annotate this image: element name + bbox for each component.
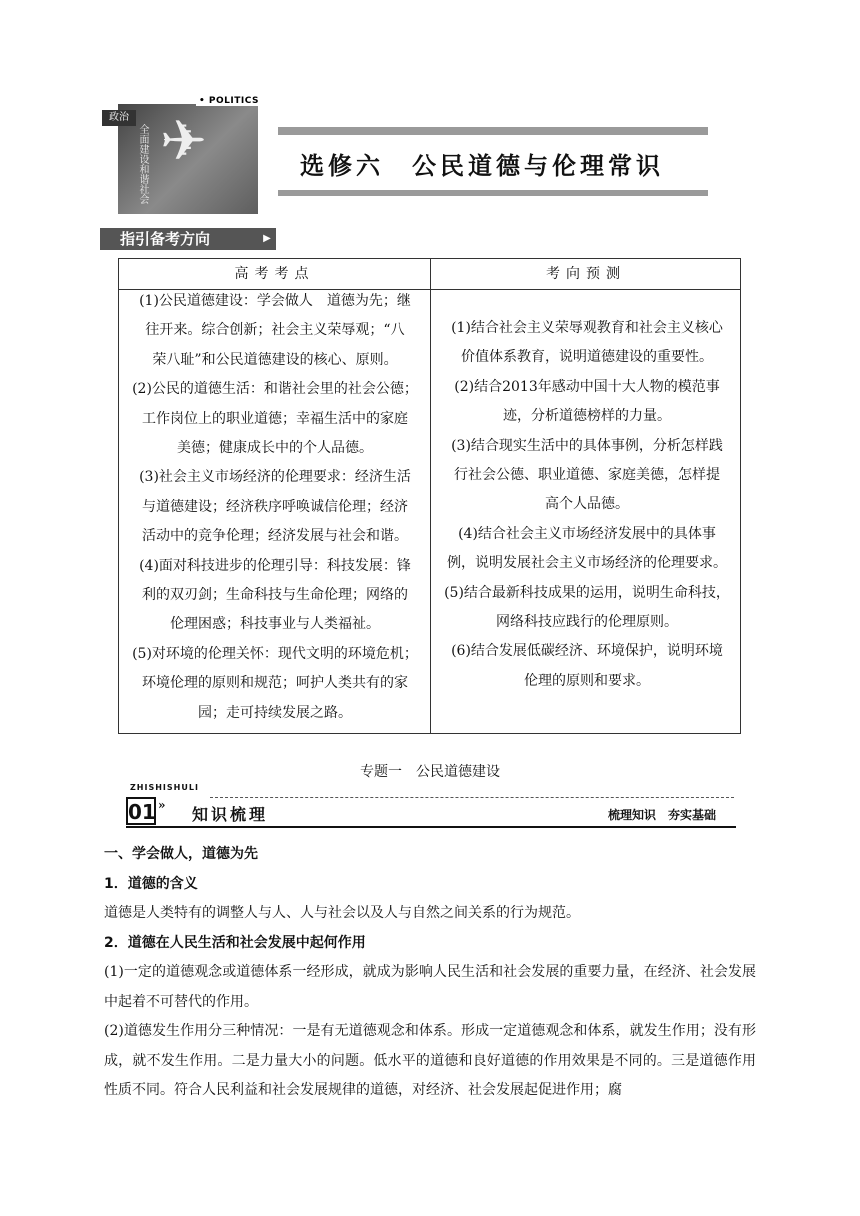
section-title: 知识梳理 xyxy=(192,805,269,824)
heading-meaning: 1．道德的含义 xyxy=(104,875,198,892)
table-line: (5)结合最新科技成果的运用，说明生命科技， xyxy=(444,584,730,601)
heading-level-1: 一、学会做人，道德为先 xyxy=(104,846,258,862)
table-line: (3)结合现实生活中的具体事例，分析怎样践 xyxy=(451,437,723,454)
table-column-divider xyxy=(430,259,431,733)
table-line: 例，说明发展社会主义市场经济的伦理要求。 xyxy=(447,555,727,572)
table-line: (6)结合发展低碳经济、环境保护，说明环境 xyxy=(451,643,723,660)
table-line: 与道德建设；经济秩序呼唤诚信伦理；经济 xyxy=(142,498,408,515)
table-line: 行社会公德、职业道德、家庭美德，怎样提 xyxy=(454,467,720,484)
section-rule xyxy=(126,826,736,828)
table-line: (1)结合社会主义荣辱观教育和社会主义核心 xyxy=(451,320,723,336)
table-line: 迹，分析道德榜样的力量。 xyxy=(503,408,671,425)
section-subtitle: 梳理知识 夯实基础 xyxy=(608,808,717,822)
guide-tab: 指引备考方向 xyxy=(100,228,260,250)
emblem-vertical-text: 全面建设和谐社会 xyxy=(137,124,148,204)
table-line: 工作岗位上的职业道德；幸福生活中的家庭 xyxy=(142,410,408,427)
double-chevron-icon: » xyxy=(158,798,166,812)
section-number: 01 xyxy=(126,797,156,825)
table-line: (3)社会主义市场经济的伦理要求：经济生活 xyxy=(139,469,411,486)
paragraph: (2)道德发生作用分三种情况：一是有无道德观念和体系。形成一定道德观念和体系，就发生作用；没有形成，就不发生作用。二是力量大小的问题。低水平的道德和良好道德的作用效果是不同的。三是道德作用性质不同。符合人民利益和社会发展规律的道德，对经济、社会发展起促进作用；腐 xyxy=(104,1023,756,1098)
table-line: 伦理困惑；科技事业与人类福祉。 xyxy=(170,616,380,633)
dove-icon: ✈ xyxy=(160,109,207,174)
paragraph: 道德是人类特有的调整人与人、人与社会以及人与自然之间关系的行为规范。 xyxy=(104,905,580,921)
table-line: 往开来。综合创新；社会主义荣辱观；“八 xyxy=(145,322,405,339)
chevron-right-icon: ▶ xyxy=(258,228,276,250)
table-line: 美德；健康成长中的个人品德。 xyxy=(177,440,373,457)
table-line: 价值体系教育，说明道德建设的重要性。 xyxy=(461,349,713,366)
table-line: 荣八耻”和公民道德建设的核心、原则。 xyxy=(152,351,398,368)
politics-label: • POLITICS xyxy=(196,96,262,106)
subject-tag: 政治 xyxy=(102,110,136,126)
topic-title: 专题一 公民道德建设 xyxy=(360,764,500,780)
paragraph: (1)一定的道德观念或道德体系一经形成，就成为影响人民生活和社会发展的重要力量，在经济、社会发展中起着不可替代的作用。 xyxy=(104,964,756,1010)
table-cell-forecast xyxy=(441,314,733,696)
body-content xyxy=(104,840,756,1106)
table-line: (2)结合2013年感动中国十大人物的模范事 xyxy=(454,378,720,395)
table-line: 高个人品德。 xyxy=(545,496,629,513)
table-line: (2)公民的道德生活：和谐社会里的社会公德； xyxy=(132,381,418,398)
title-bar-top xyxy=(278,127,708,135)
table-line: (4)结合社会主义市场经济发展中的具体事 xyxy=(458,525,716,542)
table-line: 利的双刃剑；生命科技与生命伦理；网络的 xyxy=(142,587,408,604)
table-line: 园；走可持续发展之路。 xyxy=(198,704,352,721)
table-line: 伦理的原则和要求。 xyxy=(524,672,650,689)
heading-role: 2．道德在人民生活和社会发展中起何作用 xyxy=(104,934,366,951)
table-line: (1)公民道德建设：学会做人 道德为先；继 xyxy=(139,293,411,309)
section-dash-rule xyxy=(210,797,734,798)
table-line: 活动中的竞争伦理；经济发展与社会和谐。 xyxy=(142,528,408,545)
exam-points-table xyxy=(118,258,741,734)
table-header-exam-points: 高考考点 xyxy=(234,266,315,282)
table-line: 环境伦理的原则和规范；呵护人类共有的家 xyxy=(142,675,408,692)
table-cell-exam-points xyxy=(129,287,421,728)
table-line: (4)面对科技进步的伦理引导：科技发展：锋 xyxy=(139,557,411,574)
title-bar-bottom xyxy=(278,190,708,196)
table-header-forecast: 考向预测 xyxy=(546,266,626,282)
page-title: 选修六 公民道德与伦理常识 xyxy=(300,152,664,180)
section-pinyin: ZHISHISHULI xyxy=(130,783,199,792)
table-line: 网络科技应践行的伦理原则。 xyxy=(496,614,678,631)
table-line: (5)对环境的伦理关怀：现代文明的环境危机； xyxy=(132,645,418,662)
